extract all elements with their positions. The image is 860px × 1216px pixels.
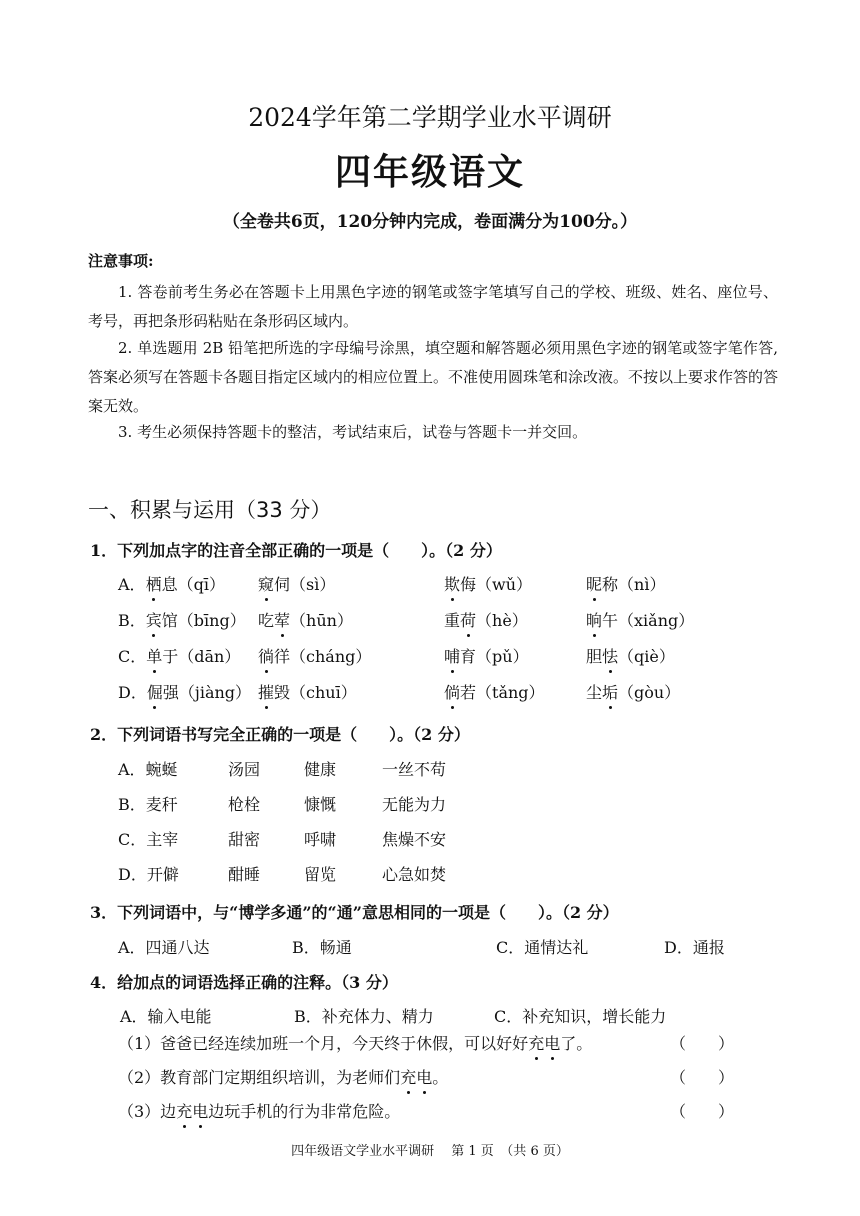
question-3-option-c: C．通情达礼 bbox=[496, 938, 589, 957]
answer-blank: （ ） bbox=[670, 1068, 735, 1087]
question-4-item bbox=[118, 1031, 592, 1054]
question-4-stem: 4．给加点的词语选择正确的注释。（3 分） bbox=[90, 973, 398, 992]
question-4-option-b: B．补充体力、精力 bbox=[294, 1007, 434, 1026]
question-2-option: 留览 bbox=[304, 865, 337, 884]
question-4-item bbox=[118, 1065, 448, 1088]
dotted-character: 充 bbox=[176, 1102, 193, 1121]
question-2-option: D．开僻 bbox=[118, 865, 179, 884]
dotted-character: 单 bbox=[146, 647, 163, 666]
notice-item-1: 1. 答卷前考生务必在答题卡上用黑色字迹的钢笔或签字笔填写自己的学校、班级、姓名、座位号、考号，再把条形码粘贴在条形码区域内。 bbox=[88, 283, 778, 330]
dotted-character: 窥 bbox=[258, 575, 275, 594]
dotted-character: 充 bbox=[400, 1068, 417, 1087]
dotted-character: 倘 bbox=[444, 683, 461, 702]
exam-subtitle: （全卷共6页，120分钟内完成，卷面满分为100分。） bbox=[222, 212, 638, 232]
notice-item-3: 3. 考生必须保持答题卡的整洁，考试结束后，试卷与答题卡一并交回。 bbox=[118, 423, 588, 441]
question-1-option bbox=[444, 644, 529, 667]
question-1-option bbox=[258, 680, 357, 703]
dotted-character: 电 bbox=[416, 1068, 433, 1087]
question-2-option: 酣睡 bbox=[228, 865, 261, 884]
question-1-option bbox=[444, 680, 545, 703]
dotted-character: 电 bbox=[192, 1102, 209, 1121]
option-text: 息（qī） bbox=[161, 575, 225, 594]
dotted-character: 欺 bbox=[444, 575, 461, 594]
dotted-character: 栖 bbox=[145, 575, 162, 594]
question-1-option bbox=[258, 572, 335, 595]
question-1-option bbox=[444, 608, 528, 631]
item-text: （1）爸爸已经连续加班一个月，今天终于休假，可以好好 bbox=[118, 1034, 529, 1053]
dotted-word bbox=[176, 1102, 208, 1121]
question-1-stem: 1．下列加点字的注音全部正确的一项是（ ）。（2 分） bbox=[90, 541, 502, 560]
option-text: 侮（wǔ） bbox=[460, 575, 533, 594]
dotted-character: 哺 bbox=[444, 647, 461, 666]
notice-item-2: 2. 单选题用 2B 铅笔把所选的字母编号涂黑，填空题和解答题必须用黑色字迹的钢笔或签字笔作答,答案必须写在答题卡各题目指定区域内的相应位置上。不准使用圆珠笔和涂改液。不按以上要求作答的答案无效。 bbox=[88, 339, 779, 415]
option-text: （gòu） bbox=[618, 683, 681, 702]
question-1-option bbox=[258, 608, 353, 631]
option-text: 称（nì） bbox=[602, 575, 666, 594]
dotted-character: 倔 bbox=[146, 683, 163, 702]
option-text: C． bbox=[118, 647, 147, 666]
notice-heading: 注意事项: bbox=[88, 252, 154, 270]
item-text: （3）边 bbox=[118, 1102, 177, 1121]
page-footer: 四年级语文学业水平调研 第 1 页 （共 6 页） bbox=[291, 1144, 569, 1159]
option-text: 重 bbox=[444, 611, 461, 630]
option-text: （hūn） bbox=[290, 611, 353, 630]
dotted-character: 晌 bbox=[586, 611, 603, 630]
question-1-option bbox=[118, 680, 251, 703]
dotted-character: 垢 bbox=[602, 683, 619, 702]
question-4-option-a: A．输入电能 bbox=[120, 1007, 212, 1026]
question-2-stem: 2．下列词语书写完全正确的一项是（ ）。（2 分） bbox=[90, 725, 470, 744]
option-text: （hè） bbox=[476, 611, 528, 630]
answer-blank: （ ） bbox=[670, 1102, 735, 1121]
option-text: 午（xiǎng） bbox=[602, 611, 695, 630]
option-text: 吃 bbox=[258, 611, 275, 630]
option-text: 若（tǎng） bbox=[460, 683, 545, 702]
item-text: 边玩手机的行为非常危险。 bbox=[208, 1102, 401, 1121]
question-1-option bbox=[586, 644, 675, 667]
dotted-character: 荷 bbox=[460, 611, 477, 630]
dotted-character: 摧 bbox=[258, 683, 275, 702]
answer-blank: （ ） bbox=[670, 1034, 735, 1053]
question-2-option: 一丝不苟 bbox=[382, 760, 447, 779]
option-text: 于（dān） bbox=[162, 647, 241, 666]
option-text: 毁（chuī） bbox=[274, 683, 357, 702]
question-2-option: 呼啸 bbox=[304, 830, 337, 849]
option-text: 胆 bbox=[586, 647, 603, 666]
question-3-option-d: D．通报 bbox=[664, 938, 725, 957]
question-1-option bbox=[258, 644, 371, 667]
option-text: D． bbox=[118, 683, 147, 702]
option-text: 尘 bbox=[586, 683, 603, 702]
dotted-character: 电 bbox=[544, 1034, 561, 1053]
option-text: 育（pǔ） bbox=[460, 647, 529, 666]
question-2-option: A．蜿蜒 bbox=[118, 760, 178, 779]
question-1-option bbox=[118, 572, 225, 595]
question-1-option bbox=[586, 608, 694, 631]
exam-title: 2024学年第二学期学业水平调研 bbox=[248, 103, 612, 132]
option-text: （qiè） bbox=[618, 647, 675, 666]
section-heading: 一、积累与运用（33 分） bbox=[88, 498, 332, 522]
question-2-option: 健康 bbox=[304, 760, 337, 779]
option-text: B． bbox=[118, 611, 146, 630]
question-1-option bbox=[444, 572, 532, 595]
question-3-option-a: A．四通八达 bbox=[118, 938, 210, 957]
dotted-character: 宾 bbox=[145, 611, 162, 630]
dotted-character: 充 bbox=[528, 1034, 545, 1053]
option-text: 徉（cháng） bbox=[274, 647, 372, 666]
question-2-option: 甜密 bbox=[228, 830, 261, 849]
question-1-option bbox=[586, 680, 680, 703]
question-3-stem: 3．下列词语中，与“博学多通”的“通”意思相同的一项是（ ）。（2 分） bbox=[90, 903, 619, 922]
question-2-option: B．麦秆 bbox=[118, 795, 178, 814]
dotted-character: 昵 bbox=[586, 575, 603, 594]
question-1-option bbox=[118, 608, 246, 631]
option-text: 强（jiàng） bbox=[162, 683, 252, 702]
option-text: A． bbox=[118, 575, 146, 594]
question-2-option: 枪栓 bbox=[228, 795, 261, 814]
item-text: （2）教育部门定期组织培训，为老师们 bbox=[118, 1068, 401, 1087]
question-2-option: 无能为力 bbox=[382, 795, 447, 814]
question-4-option-c: C．补充知识，增长能力 bbox=[494, 1007, 667, 1026]
question-2-option: 心急如焚 bbox=[382, 865, 447, 884]
question-4-item bbox=[118, 1099, 400, 1122]
dotted-word bbox=[400, 1068, 432, 1087]
item-text: 。 bbox=[432, 1068, 449, 1087]
dotted-character: 荤 bbox=[274, 611, 291, 630]
dotted-character: 徜 bbox=[258, 647, 275, 666]
option-text: 伺（sì） bbox=[274, 575, 336, 594]
question-3-option-b: B．畅通 bbox=[292, 938, 352, 957]
question-2-option: 慷慨 bbox=[304, 795, 337, 814]
item-text: 了。 bbox=[560, 1034, 593, 1053]
question-2-option: C．主宰 bbox=[118, 830, 179, 849]
question-1-option bbox=[586, 572, 665, 595]
subject-title: 四年级语文 bbox=[334, 151, 525, 193]
question-2-option: 焦燥不安 bbox=[382, 830, 447, 849]
question-2-option: 汤园 bbox=[228, 760, 261, 779]
dotted-word bbox=[528, 1034, 560, 1053]
dotted-character: 怯 bbox=[602, 647, 619, 666]
question-1-option bbox=[118, 644, 240, 667]
option-text: 馆（bīng） bbox=[161, 611, 246, 630]
